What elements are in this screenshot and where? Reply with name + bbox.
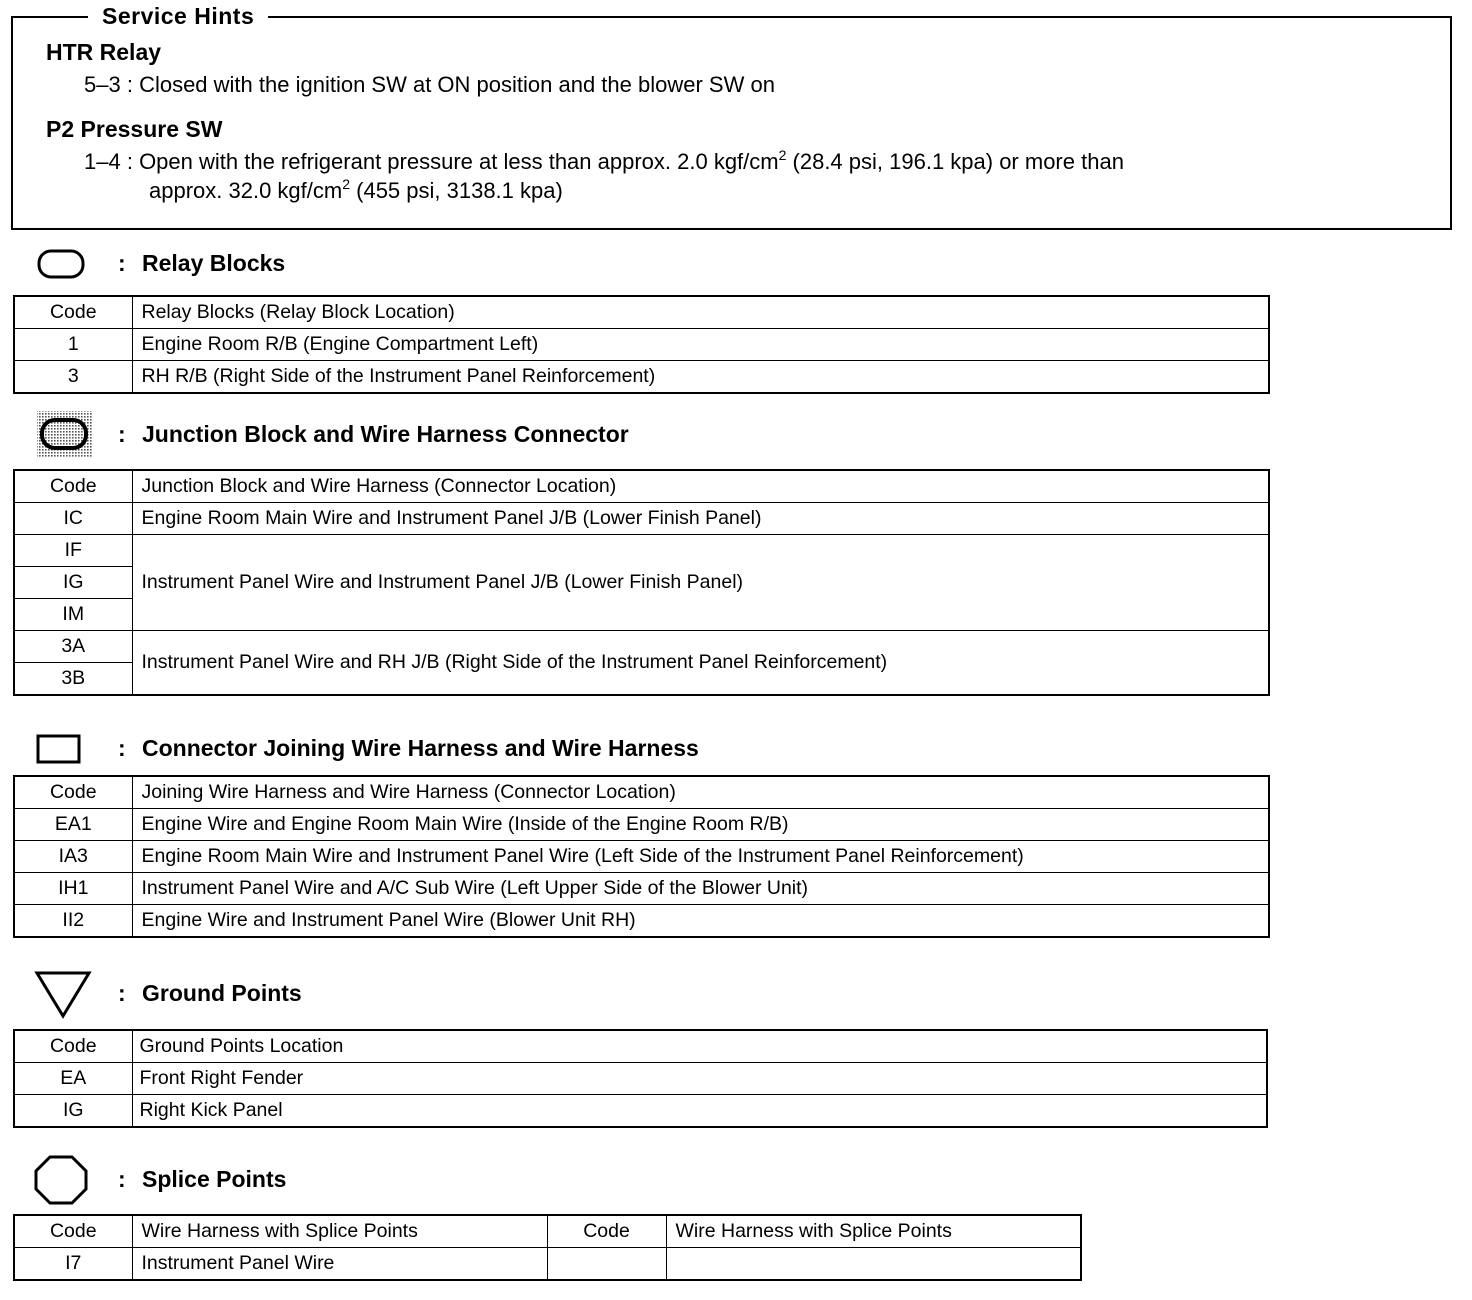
junction-block-icon xyxy=(36,410,94,458)
section-title-splice-points: Splice Points xyxy=(142,1166,287,1192)
table-header-row: Code Ground Points Location xyxy=(14,1030,1267,1063)
relay-block-icon xyxy=(36,247,86,281)
relay-blocks-table xyxy=(13,295,1270,394)
ground-point-icon xyxy=(34,970,92,1020)
table-header-row: Code Relay Blocks (Relay Block Location) xyxy=(14,296,1269,329)
table-row: EA Front Right Fender xyxy=(14,1063,1267,1095)
splice-point-icon xyxy=(33,1154,89,1206)
table-row: IM xyxy=(14,599,1269,631)
splice-points-table xyxy=(13,1214,1082,1281)
table-row: IG Right Kick Panel xyxy=(14,1095,1267,1128)
table-row: IA3 Engine Room Main Wire and Instrument Panel Wire (Left Side of the Instrument Panel Reinforcement) xyxy=(14,841,1269,873)
section-title-ground-points: Ground Points xyxy=(142,980,302,1006)
junction-block-table xyxy=(13,469,1270,696)
table-row: IG xyxy=(14,567,1269,599)
hint-heading-htr-relay: HTR Relay xyxy=(46,39,162,65)
section-title-junction-block: Junction Block and Wire Harness Connector xyxy=(142,421,629,447)
section-title-connectors: Connector Joining Wire Harness and Wire Harness xyxy=(142,735,699,761)
hint-line-pressure-sw-2: approx. 32.0 kgf/$cm^2$ (455 psi, 3138.1 kpa) xyxy=(149,176,563,203)
table-row: IC Engine Room Main Wire and Instrument Panel J/B (Lower Finish Panel) xyxy=(14,503,1269,535)
table-header-row: Code Junction Block and Wire Harness (Connector Location) xyxy=(14,470,1269,503)
ground-points-table xyxy=(13,1029,1268,1128)
table-row: 1 Engine Room R/B (Engine Compartment Left) xyxy=(14,329,1269,361)
table-row: 3B xyxy=(14,663,1269,696)
connector-icon xyxy=(36,733,82,765)
table-header-row: Code Wire Harness with Splice Points Code Wire Harness with Splice Points xyxy=(14,1215,1081,1248)
table-row: IH1 Instrument Panel Wire and A/C Sub Wire (Left Upper Side of the Blower Unit) xyxy=(14,873,1269,905)
connectors-table xyxy=(13,775,1270,938)
table-row: 3 RH R/B (Right Side of the Instrument Panel Reinforcement) xyxy=(14,361,1269,394)
hint-heading-pressure-sw: P2 Pressure SW xyxy=(46,116,223,142)
table-header-row: Code Joining Wire Harness and Wire Harness (Connector Location) xyxy=(14,776,1269,809)
service-hints-legend: Service Hints xyxy=(88,3,268,30)
table-row: II2 Engine Wire and Instrument Panel Wire (Blower Unit RH) xyxy=(14,905,1269,938)
hint-line-htr-relay: 5–3 : Closed with the ignition SW at ON position and the blower SW on xyxy=(84,72,775,97)
table-row: IF Instrument Panel Wire and Instrument Panel J/B (Lower Finish Panel) xyxy=(14,535,1269,567)
table-row: 3A Instrument Panel Wire and RH J/B (Right Side of the Instrument Panel Reinforcement) xyxy=(14,631,1269,663)
hint-line-pressure-sw-1: 1–4 : Open with the refrigerant pressure at less than approx. 2.0 kgf/$cm^2$ (28.4 psi, 196.1 kpa) or more than xyxy=(84,147,1124,174)
table-row: I7 Instrument Panel Wire xyxy=(14,1248,1081,1281)
section-title-relay-blocks: Relay Blocks xyxy=(142,250,286,276)
table-row: EA1 Engine Wire and Engine Room Main Wire (Inside of the Engine Room R/B) xyxy=(14,809,1269,841)
